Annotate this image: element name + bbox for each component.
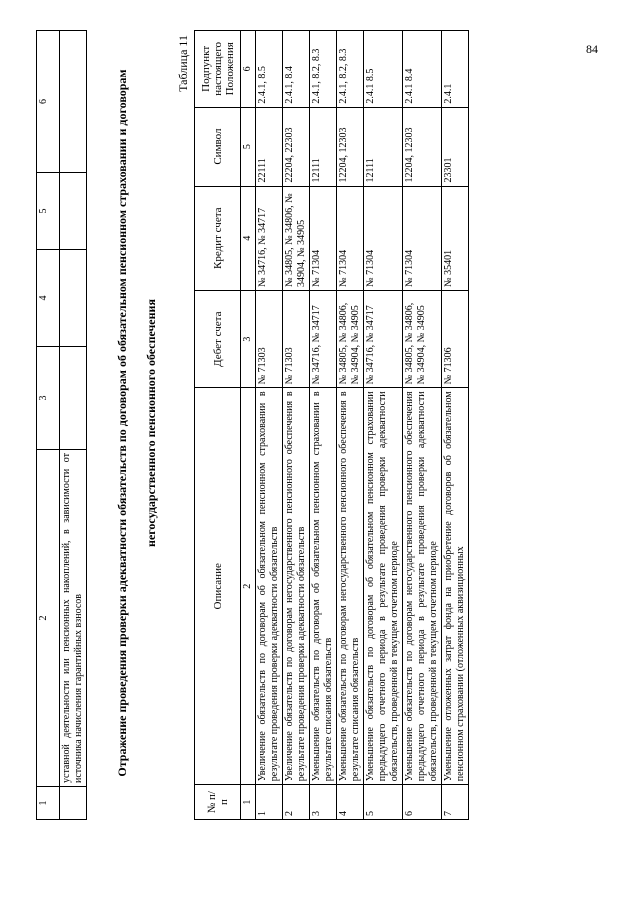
- row-subclause: 2.4.1: [442, 31, 469, 108]
- table-row: [310, 31, 337, 820]
- row-desc: Уменьшение обязательств по договорам негосударственного пенсионного обеспечения в результате списания обязательств: [337, 388, 364, 785]
- col-header-4: 4: [37, 250, 60, 347]
- row-desc: Увеличение обязательств по договорам негосударственного пенсионного обеспечения в результате проведения проверки адекватности обязательств: [283, 388, 310, 785]
- header-desc: Описание: [195, 388, 241, 785]
- row-desc: Уменьшение обязательств по договорам негосударственного пенсионного обеспечения предыдущего отчетного периода в результате проведения проверки адекватности обязательств, проведенной в текущем отчетном периоде: [403, 388, 442, 785]
- col-header-3: 3: [37, 347, 60, 450]
- row-subclause: 2.4.1 8.5: [364, 31, 403, 108]
- section-title: Отражение проведения проверки адекватности обязательств по договорам об обязательном пенсионном страховании и договорам: [115, 69, 129, 777]
- table-row: [337, 31, 364, 820]
- row-credit: № 34716, № 34717: [256, 186, 283, 290]
- table-row: [283, 31, 310, 820]
- row-desc: Уменьшение обязательств по договорам об обязательном пенсионном страховании в результате списания обязательств: [310, 388, 337, 785]
- row-subclause: 2.4.1, 8.5: [256, 31, 283, 108]
- row-num: 7: [442, 785, 469, 820]
- row-symbol: 12204, 12303: [337, 107, 364, 186]
- row-debit: № 34716, № 34717: [364, 290, 403, 387]
- section-title-cont: негосударственного пенсионного обеспечения: [144, 299, 158, 547]
- row-symbol: 12204, 12303: [403, 107, 442, 186]
- row-num: 1: [256, 785, 283, 820]
- row-debit: № 34716, № 34717: [310, 290, 337, 387]
- colnum-6: 6: [241, 31, 256, 108]
- colnum-4: 4: [241, 186, 256, 290]
- row-credit: № 71304: [403, 186, 442, 290]
- row-num: 6: [403, 785, 442, 820]
- row-credit: № 71304: [310, 186, 337, 290]
- main-table: [194, 30, 469, 820]
- colnum-5: 5: [241, 107, 256, 186]
- row-num: 3: [310, 785, 337, 820]
- header-debit: Дебет счета: [195, 290, 241, 387]
- table-row: [364, 31, 403, 820]
- table-label: Таблица 11: [176, 35, 190, 92]
- row-symbol: 22204, 22303: [283, 107, 310, 186]
- header-credit: Кредит счета: [195, 186, 241, 290]
- row-subclause: 2.4.1, 8.2, 8.3: [310, 31, 337, 108]
- row-credit: № 71304: [337, 186, 364, 290]
- row-debit: № 71303: [256, 290, 283, 387]
- page-number: 84: [586, 42, 598, 56]
- row-desc: Уменьшение отложенных затрат фонда на приобретение договоров об обязательном пенсионном страховании (отложенных аквизиционных: [442, 388, 469, 785]
- header-symbol: Символ: [195, 107, 241, 186]
- header-num: № п/п: [195, 785, 241, 820]
- row-subclause: 2.4.1, 8.2, 8.3: [337, 31, 364, 108]
- col-header-6: 6: [37, 31, 60, 173]
- row-credit: № 34805, № 34806, № 34904, № 34905: [283, 186, 310, 290]
- colnum-3: 3: [241, 290, 256, 387]
- table-row: [256, 31, 283, 820]
- row-credit: № 71304: [364, 186, 403, 290]
- row-num: 2: [283, 785, 310, 820]
- colnum-2: 2: [241, 388, 256, 785]
- row-debit: № 34805, № 34806, № 34904, № 34905: [337, 290, 364, 387]
- row-credit: № 35401: [442, 186, 469, 290]
- col-header-2: 2: [37, 450, 60, 787]
- row-debit: № 71303: [283, 290, 310, 387]
- row-subclause: 2.4.1 8.4: [403, 31, 442, 108]
- row-debit: № 71306: [442, 290, 469, 387]
- colnum-1: 1: [241, 785, 256, 820]
- row-num: 4: [337, 785, 364, 820]
- row-desc: Уменьшение обязательств по договорам об обязательном пенсионном страховании предыдущего отчетного периода в результате проведения проверки адекватности обязательств, проведенной в текущем отчетном периоде: [364, 388, 403, 785]
- continuation-table: [36, 30, 87, 820]
- row-subclause: 2.4.1, 8.4: [283, 31, 310, 108]
- header-subclause: Подпункт настоящего Положения: [195, 31, 241, 108]
- col-header-1: 1: [37, 787, 60, 820]
- row-debit: № 34805, № 34806, № 34904, № 34905: [403, 290, 442, 387]
- row-desc: Увеличение обязательств по договорам об обязательном пенсионном страховании в результате проведения проверки адекватности обязательств: [256, 388, 283, 785]
- table-row: [442, 31, 469, 820]
- col-header-5: 5: [37, 173, 60, 250]
- row-num: 5: [364, 785, 403, 820]
- row-symbol: 22111: [256, 107, 283, 186]
- continuation-text: уставной деятельности или пенсионных накоплений, в зависимости от источника начисления гарантийных взносов: [60, 450, 87, 787]
- row-symbol: 12111: [310, 107, 337, 186]
- row-symbol: 23301: [442, 107, 469, 186]
- table-row: [403, 31, 442, 820]
- row-symbol: 12111: [364, 107, 403, 186]
